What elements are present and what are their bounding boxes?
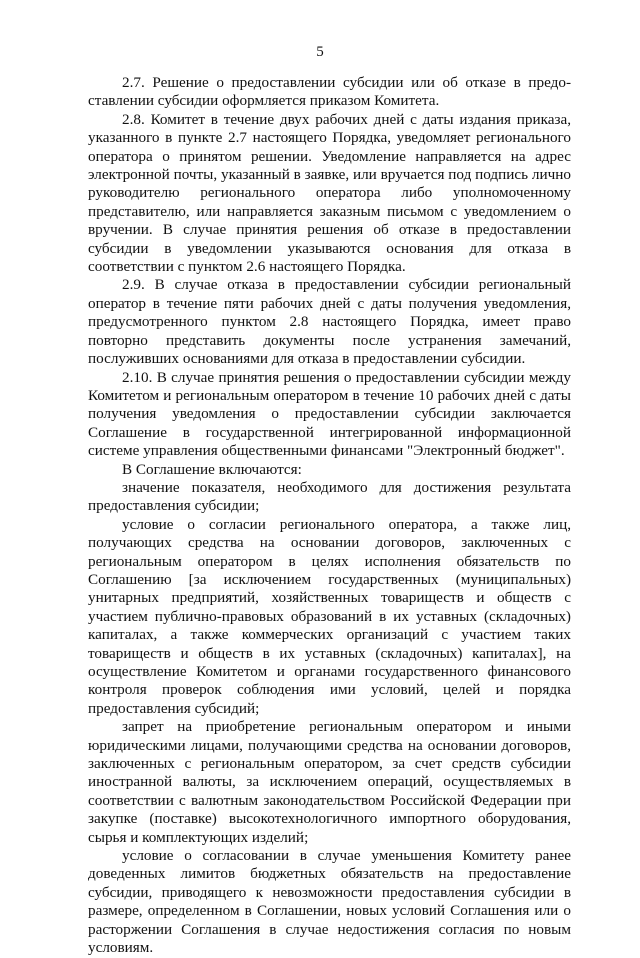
paragraph-consent-condition: условие о согласии регионального оператора, а также лиц, получающих средства на основании договоров, заключенных с региональным оператором в целях исполнения обязательств по Соглашению [за исключением государственных (муниципальных) унитарных предприятий, хозяйственных товариществ и обществ с участием публично-правовых образований в их уставных (складочных) капиталах, а также коммерческих организаций с участием таких товариществ и обществ в их уставных (складочных) капиталах], на осуществление Комитетом и органами государственного финансового контроля проверок соблюдения ими условий, целей и порядка предоставления субсидий; <box>88 515 571 717</box>
page-number: 5 <box>316 44 324 60</box>
paragraph-2-7: 2.7. Решение о предоставлении субсидии или об отказе в предоставлении субсидии оформляется приказом Комитета. <box>88 74 571 110</box>
paragraph-agreement-intro: В Соглашение включаются: <box>122 460 302 478</box>
paragraph-2-8: 2.8. Комитет в течение двух рабочих дней с даты издания приказа, указанного в пункте 2.7 настоящего Порядка, уведомляет регионального оператора о принятом решении. Уведомление направляется на адрес электронной почты, указанный в заявке, или вручается под подпись лично руководителю регионального оператора либо уполномоченному представителю, или направляется заказным письмом с уведомлением о вручении. В случае принятия решения об отказе в предоставлении субсидии в уведомлении указываются основания для отказа в соответствии с пунктом 2.6 настоящего Порядка. <box>88 110 571 276</box>
paragraph-limits-condition: условие о согласовании в случае уменьшения Комитету ранее доведенных лимитов бюджетных обязательств на предоставление субсидии, приводящего к невозможности предоставления субсидии в размере, определенном в Соглашении, новых условий Соглашения или о расторжении Соглашения в случае недостижения согласия по новым условиям. <box>88 847 571 957</box>
paragraph-2-9: 2.9. В случае отказа в предоставлении субсидии региональный оператор в течение пяти рабочих дней с даты получения уведомления, предусмотренного пунктом 2.8 настоящего Порядка, имеет право повторно представить документы после устранения замечаний, послуживших основаниями для отказа в предоставлении субсидии. <box>88 276 571 368</box>
document-body <box>88 74 571 958</box>
paragraph-indicator-value: значение показателя, необходимого для достижения результата предоставления субсидии; <box>88 478 571 515</box>
paragraph-currency-prohibition: запрет на приобретение региональным оператором и иными юридическими лицами, получающими средства на основании договоров, заключенных с региональным оператором, за счет средств субсидии иностранной валюты, за исключением операций, осуществляемых в соответствии с валютным законодательством Российской Федерации при закупке (поставке) высокотехнологичного импортного оборудования, сырья и комплектующих изделий; <box>88 718 571 846</box>
paragraph-2-10: 2.10. В случае принятия решения о предоставлении субсидии между Комитетом и региональным оператором в течение 10 рабочих дней с даты получения уведомления о предоставлении субсидии заключается Соглашение в государственной интегрированной информационной системе управления общественными финансами "Электронный бюджет". <box>88 368 571 460</box>
